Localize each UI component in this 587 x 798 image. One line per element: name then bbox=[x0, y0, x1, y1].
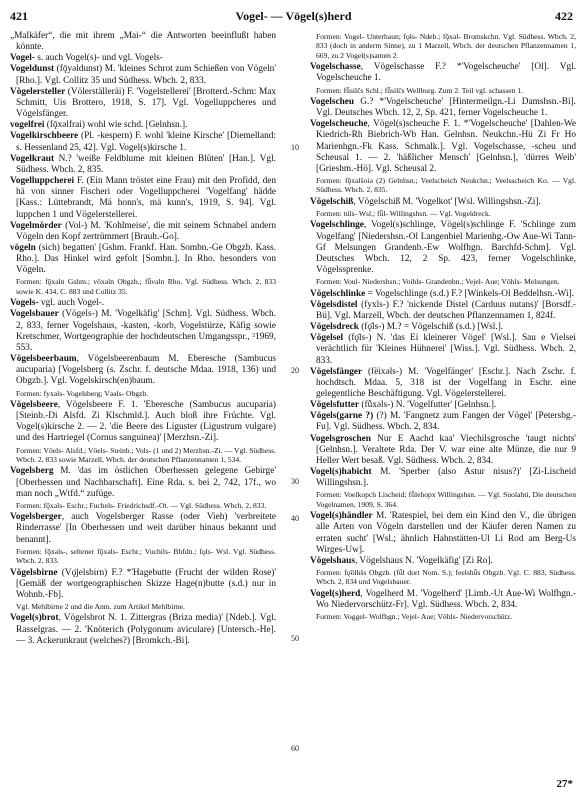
dictionary-entry bbox=[10, 53, 276, 64]
entry-text: (Vol-) M. 'Kohlmeise', die mit seinem Schnabel andern Vögeln den Kopf zertrümmert [Brauh.-Go]. bbox=[16, 220, 276, 242]
entry-text: Formen: fyxǝls- Vogelsberg; Vǝǝls- Obgzb. bbox=[16, 388, 149, 398]
dictionary-entry bbox=[10, 400, 276, 445]
entry-text: N.? 'weiße Feldblume mit kleinen Blüten' [Han.]. Vgl. Südhess. Wbch. 2, 835. bbox=[16, 153, 276, 175]
dictionary-entry bbox=[10, 243, 276, 276]
entry-text: , auch Vogelsberger Rasse (oder Vieh) 'verbreitete Rinderrasse' [In Oberhessen und weit darüber hinaus bekannt und benannt]. bbox=[16, 512, 276, 545]
forms-note bbox=[310, 209, 576, 218]
entry-headword: Vögelsbeerbaum bbox=[10, 354, 77, 365]
entry-headword: Vogelmörder bbox=[10, 220, 62, 231]
entry-text: (Vögels-) M. 'Vogelkäfig' [Schm]. Vgl. Südhess. Wbch. 2, 833, ferner Vogelshaus, -kasten, -korb, Vogelstürze, Käfig sowie Kretschmer, Wortgeographie der hochdeutschen Umgangsspr., ²1969, 553. bbox=[16, 309, 276, 353]
dictionary-entry bbox=[10, 120, 276, 131]
dictionary-entry bbox=[310, 220, 576, 276]
dictionary-entry bbox=[310, 434, 576, 467]
forms-note bbox=[310, 86, 576, 95]
entry-text: (Vǫ̈jelsbirn) F.? *'Hagebutte (Frucht der wilden Rose)' [Gemäß der wortgeographischen Skizze Hage(n)butte (s.d.) nur in Wohnb.-Fb]. bbox=[16, 567, 276, 600]
entry-text: vgl. auch Vogel-. bbox=[38, 298, 105, 309]
entry-text: „Malkäfer“, die mit ihrem „Mai-“ die Antworten beeinflußt haben könnte. bbox=[10, 31, 276, 53]
entry-headword: Vögelschiß bbox=[310, 196, 354, 207]
entry-text: (fyxls-) F.? 'nickende Distel (Carduus nutans)' [Borsdf.-Bü]. Vgl. Marzell, Wbch. der deutschen Pflanzennamen 1, 824f. bbox=[316, 299, 576, 321]
dictionary-entry bbox=[10, 613, 276, 646]
entry-headword: Vogelsberg bbox=[10, 466, 54, 477]
entry-text: Formen: tüls- Wsl.; fǖl- Willingshsn. — Vgl. Vogeldreck. bbox=[316, 209, 491, 218]
entry-headword: Vogel(s)händler bbox=[310, 511, 373, 522]
page-number-left: 421 bbox=[10, 9, 28, 23]
dictionary-entry bbox=[310, 62, 576, 84]
entry-headword: Vogelsbauer bbox=[10, 309, 59, 320]
entry-text: Formen: fǭxǝls- Eschr.; Fuchels- Friedrichsdf.-Ot. — Vgl. Südhess. Wbch. 2, 833. bbox=[16, 500, 267, 510]
entry-text: (sich) begatten' [Gshm. Frankf. Han. Sombn.-Ge Obgzb. Kass. Rho.]. Das Hinkel wird gefolt [Sombn.]. In Rho. besonders von Vögeln. bbox=[16, 242, 276, 276]
entry-headword: Vögelsdistel bbox=[310, 299, 358, 310]
entry-text: Formen: Vöels- Alsfd.; Vöels- Steinb.; Vols- (1 und 2) Merzhsn.-Zi. — Vgl. Südhess. Wbch. 2, 833 sowie Marzell, Wbch. der deutschen Pflanzennamen 1, 534. bbox=[16, 445, 276, 464]
entry-text: Formen: fǭxǝln Gshm.; vöxǝln Obgzb.; fǖvǝln Rho. Vgl. Südhess. Wbch. 2, 833 sowie K. 434, C. 883 und Collitz 35. bbox=[16, 277, 276, 296]
entry-headword: Vogelschlinge bbox=[310, 220, 364, 231]
dictionary-entry bbox=[310, 322, 576, 333]
entry-headword: Vögelsbeere bbox=[10, 399, 58, 410]
dictionary-entry bbox=[10, 298, 276, 309]
dictionary-entry bbox=[310, 467, 576, 489]
entry-text: (fǫ̈ls-) N. 'das Ei kleinerer Vögel' [Wsl.]. Sau e Vielsei verächtlich für 'Kleines Hühnerei' [Wiss.]. Vgl. Südhess. Wbch. 2, 833. bbox=[316, 333, 576, 366]
entry-headword: Vögelsel bbox=[310, 333, 344, 344]
entry-text: Formen: fǖsilčs Schl.; fǖsilčs Wellburg. Zum 2. Teil vgl. schassen 1. bbox=[316, 85, 524, 95]
dictionary-entry bbox=[10, 568, 276, 601]
dictionary-entry bbox=[10, 221, 276, 243]
forms-note bbox=[10, 389, 276, 398]
forms-note bbox=[310, 568, 576, 587]
entry-text: (fǖxǝls-) N. 'Vogelfutter' [Gelnhsn.]. bbox=[359, 400, 497, 411]
page-header bbox=[0, 9, 587, 25]
entry-text: Formen: Vogel- Unterhaun; fǫls- Ndeb.; fǭxǝl- Bromskchn. Vgl. Südhess. Wbch. 2, 833 (doch in anderm Sinne), zu 1 Marzell, Wbch. der deutschen Pflanzennamen 1, 669, zu 2 Vogel(s)samen 2. bbox=[316, 32, 576, 60]
forms-note bbox=[310, 32, 576, 60]
entry-headword: Vogelsgroschen bbox=[310, 433, 371, 444]
dictionary-entry bbox=[310, 367, 576, 400]
entry-text: (Völerställeräi) F. 'Vogelstellerei' [Brotterd.-Schm: Max Schmitt, Uis Brottero, 1918, S. 17]. Vgl. Vogelluppcheres und Vögelsfänger. bbox=[16, 86, 276, 120]
entry-text: , Vögel(s)scheuche F. 1. *'Vogelscheuche' [Dahlen-We Kiedrich-Rh Biebrich-Wb Han. Gelnhsn. Neukchn.-Hü Zi Fr Ho Marienhgn.-Fk Kass. Schmalk.]. Vgl. Vogelschasse, -scheu und Scheusal 1. — 2. 'häßlicher Mensch' [Gelnhsn.], 'dürres Weib' [Grieshm.-Hö]. Vgl. Scheusal 2. bbox=[316, 119, 576, 174]
dictionary-entry bbox=[310, 589, 576, 611]
entry-headword: Vogelkraut bbox=[10, 153, 55, 164]
entry-text: Formen: Voelkopch Lischeid; fǖlehopx Willingshsn. — Vgl. Suolahti, Die deutschen Vogelnamen, 1909, S. 364. bbox=[316, 490, 576, 509]
entry-text: (Pl. -kespern) F. wohl 'kleine Kirsche' [Diemelland: s. Hessenland 25, 42]. Vgl. Vogel(s)kirsche 1. bbox=[16, 131, 276, 153]
line-number: 20 bbox=[291, 366, 299, 375]
entry-text: , Vögelshaus N. 'Vogelkäfig' [Zi Ro]. bbox=[354, 555, 493, 566]
signature-mark: 27* bbox=[556, 778, 573, 790]
entry-headword: Vogeldunst bbox=[10, 64, 55, 75]
forms-note bbox=[310, 490, 576, 509]
forms-note bbox=[10, 446, 276, 465]
entry-text: M. 'das im östlichen Oberhessen gelegene Gebirge' [Oberhessen und Nachbarschaft]. Eine Rda. s. bei 2, 742, 17f., wo man noch „Wtfd.“ zufüge. bbox=[16, 466, 276, 499]
dictionary-entry bbox=[310, 119, 576, 175]
dictionary-entry bbox=[10, 64, 276, 86]
dictionary-entry bbox=[310, 289, 576, 300]
entry-headword: Vogel(s)herd bbox=[310, 588, 361, 599]
entry-headword: Vogel(s)habicht bbox=[310, 467, 372, 478]
entry-headword: Vögelsfutter bbox=[310, 400, 360, 411]
entry-text: (fǫ̈ls-) M.? = Vögelschiß (s.d.) [Wsl.]. bbox=[358, 322, 504, 333]
entry-headword: Vögelsfänger bbox=[310, 366, 363, 377]
forms-note bbox=[310, 176, 576, 195]
entry-text: Formen: fǫ̈ölhšs Obgzb. (fǖl dort Nom. S.); feelshǖs Obgzb. Vgl. C. 883, Südhess. Wbch. 2, 834 und Vogelsbauer. bbox=[316, 568, 576, 587]
forms-note bbox=[10, 501, 276, 510]
entry-headword: Vogelscheu bbox=[310, 96, 355, 107]
dictionary-entry bbox=[10, 512, 276, 545]
entry-text: G.? *'Vogelscheuche' [Hintermeilgn.-Li Damshsn.-Bi]. Vgl. Deutsches Wbch. 12, 2, Sp. 421, ferner Vogelscheuche 1. bbox=[316, 96, 576, 119]
entry-headword: Vogelscheuche bbox=[310, 119, 368, 130]
entry-text: Formen: fǭxǝls-, seltener fǭxǝls- Eschr.; Vuchils- Bhfdn.; fǫls- Wsl. Vgl. Südhess. Wbch. 2, 833. bbox=[16, 546, 276, 566]
running-title: Vogel- — Vögel(s)herd bbox=[235, 9, 352, 23]
entry-text: Formen: fǭxǝlšoiǝ (2) Gelnhsn.; Veelscheich Neukchn.; Veelsscheich Ko. — Vgl. Südhess. Wbch. 2, 835. bbox=[316, 176, 576, 195]
left-column bbox=[10, 31, 276, 647]
entry-text: , Vogelherd M. 'Vogelherd' [Limb.-Ut Aue-Wi Wolfhgn.-Wo Niedervorschütz-Fr]. Vgl. Südhess. Wbch. 2, 834. bbox=[316, 588, 576, 610]
entry-headword: Vogelschasse bbox=[310, 62, 361, 73]
entry-text: (fǭyǝldunst) M. 'kleines Schrot zum Schießen von Vögeln' [Rho.]. Vgl. Collitz 35 und Südhess. Wbch. 2, 833. bbox=[16, 64, 276, 86]
dictionary-entry bbox=[10, 309, 276, 354]
entry-text: , Vögelsbrot N. 1. Zittergras (Briza media)' [Ndeb.]. Vgl. Rasselgras. — 2. 'Knöterich (Polygonum aviculare) [Untersch.-He]. — 3. Ackerunkraut (welches?) [Bromkch.-Bi]. bbox=[16, 613, 276, 646]
dictionary-entry bbox=[10, 154, 276, 176]
entry-headword: vogelfrei bbox=[10, 120, 45, 131]
entry-headword: Vögelersteller bbox=[10, 86, 66, 97]
entry-headword: Vogel- bbox=[10, 53, 35, 64]
forms-note bbox=[10, 547, 276, 566]
entry-text: Nur E Aachd kaa' Viechilsgrosche 'taugt nichts' [Gelnhsn.]. Veraltete Rda. Der V. war eine alte Münze, die nur 9 Heller Wert besaß. Vgl. Südhess. Wbch. 2, 834. bbox=[316, 433, 576, 466]
dictionary-entry bbox=[310, 97, 576, 119]
entry-text: , Vögelsbeerenbaum M. Eberesche (Sambucus aucuparia) [Vogelsberg (s. Zschr. f. deutsche Mdaa. 1918, 136) und Obgzb.]. Vgl. Vogelskirsch(en)baum. bbox=[16, 354, 276, 387]
forms-note bbox=[10, 602, 276, 611]
line-number: 50 bbox=[291, 634, 299, 643]
entry-headword: Vögelshaus bbox=[310, 555, 355, 566]
entry-text: = Vogelschlinge (s.d.) F.? [Winkels-Ol Beddelhsn.-Wi]. bbox=[365, 288, 574, 299]
entry-text: F. (Ein Mann tröstet eine Frau) mit den Profidd, den hä von sinner Fischeri oder Vogelluppcherei 'Vogelfang' hädde [Kass.: Lüttebrandt, Mä honn's, mä kunn's, 1919, S. 94]. Vgl. luppchen 1 und Vögelerstellerei. bbox=[16, 176, 276, 220]
entry-headword: Vögels(garne ?) bbox=[310, 411, 374, 422]
entry-headword: Vögelsdreck bbox=[310, 322, 359, 333]
entry-headword: vögeln bbox=[10, 242, 36, 253]
entry-headword: Vögelschlinke bbox=[310, 288, 366, 299]
dictionary-entry bbox=[310, 400, 576, 411]
entry-text: Vgl. Mehlbirne 2 und die Anm. zum Artikel Mehlbirne. bbox=[16, 601, 185, 611]
entry-text: Formen: Voggel- Wolfhgn.; Vejel- Aue; Vöhls- Niedervorschütz. bbox=[316, 612, 513, 622]
entry-text: , Vögelschasse F.? *'Vogelscheuche' [Ol]. Vgl. Vogelscheuche 1. bbox=[316, 62, 576, 84]
entry-headword: Vogelsberger bbox=[10, 512, 62, 523]
entry-headword: Vogelkirschbeere bbox=[10, 131, 79, 142]
entry-text: s. auch Vogel(s)- und vgl. Vogels- bbox=[34, 53, 163, 64]
entry-headword: Vögelsbirne bbox=[10, 567, 58, 578]
line-number: 10 bbox=[291, 143, 299, 152]
entry-text: , Vogel(s)schlinge, Vögel(s)schlinge F. 'Schlinge zum Vogelfang' [Niedershsn.-Ol Langenbiel Marienhg.-Ow Aue-Wi Tann-Gf Melsungen Grandenb.-Ew Wolfhgn. Barchfd-Schm]. Vgl. Deutsches Wbch. 12, 2 Sp. 423, ferner Vogelschlinke, Vögelssprenke. bbox=[316, 220, 576, 276]
entry-text: M. 'Ratespiel, bei dem ein Kind den V., die übrigen alle Arten von Vögeln darstellen und der Käufer deren Namen zu erraten sucht' [Wsl.; ähnlich Hahnstätten-Ul Li Rod am Berg-Us Wirges-Uw]. bbox=[316, 511, 576, 555]
entry-headword: Vogel(s)brot bbox=[10, 613, 59, 624]
right-column bbox=[310, 31, 576, 624]
dictionary-entry bbox=[10, 466, 276, 499]
entry-text: (fëixǝls-) M. 'Vogelfänger' [Eschr.]. Nach Zschr. f. hochdtsch. Mdaa. 5, 318 ist der Vogelfang in Eschr. eine gelegentliche Beschäftigung. Vgl. Vögelerstellerei. bbox=[316, 366, 576, 399]
page-number-right: 422 bbox=[555, 9, 573, 23]
dictionary-entry bbox=[10, 131, 276, 153]
dictionary-entry bbox=[310, 333, 576, 366]
entry-headword: Vogelluppcherei bbox=[10, 176, 75, 187]
entry-headword: Vogels- bbox=[10, 298, 39, 309]
entry-text: , Vögelsbeere F. 1. 'Eberesche (Sambucus aucuparia) [Steinb.-Di Alsfd. Zi Klschmld.]. Auch bloß ihre Früchte. Vgl. Vogel(s)kirsche 2. — 2. 'die Beere des Liguster (Ligustrum vulgare) und des Hartriegel (Cornus sanguinea)' [Merzhsn.-Zi]. bbox=[16, 399, 276, 444]
entry-text: Formen: Voul- Niedershsn.; Voihls- Grandenbn.; Vejel- Aue; Vöhls- Melsungen. bbox=[316, 277, 560, 287]
forms-note bbox=[310, 612, 576, 621]
entry-text: M. 'Sperber (also Astur nisus?)' [Zi-Lischeid Willingshsn.]. bbox=[316, 467, 576, 489]
dictionary-entry bbox=[10, 176, 276, 221]
line-number: 40 bbox=[291, 514, 299, 523]
entry-text: (?) M. 'Fangnetz zum Fangen der Vögel' [Petersbg.-Fu]. Vgl. Südhess. Wbch. 2, 834. bbox=[316, 411, 576, 433]
dictionary-entry bbox=[10, 354, 276, 387]
forms-note bbox=[10, 277, 276, 296]
dictionary-entry bbox=[310, 197, 576, 208]
entry-text: , Vögelschiß M. 'Vogelkot' [Wsl. Willingshsn.-Zi]. bbox=[353, 196, 541, 207]
dictionary-entry bbox=[310, 300, 576, 322]
dictionary-entry bbox=[10, 31, 276, 53]
dictionary-entry bbox=[310, 411, 576, 433]
line-number: 30 bbox=[291, 477, 299, 486]
forms-note bbox=[310, 277, 576, 286]
entry-text: (fǭxǝlfrai) wohl wie schd. [Gelnhsn.]. bbox=[44, 120, 188, 131]
dictionary-entry bbox=[310, 556, 576, 567]
line-number: 60 bbox=[291, 744, 299, 753]
dictionary-entry bbox=[310, 511, 576, 556]
dictionary-entry bbox=[10, 87, 276, 120]
